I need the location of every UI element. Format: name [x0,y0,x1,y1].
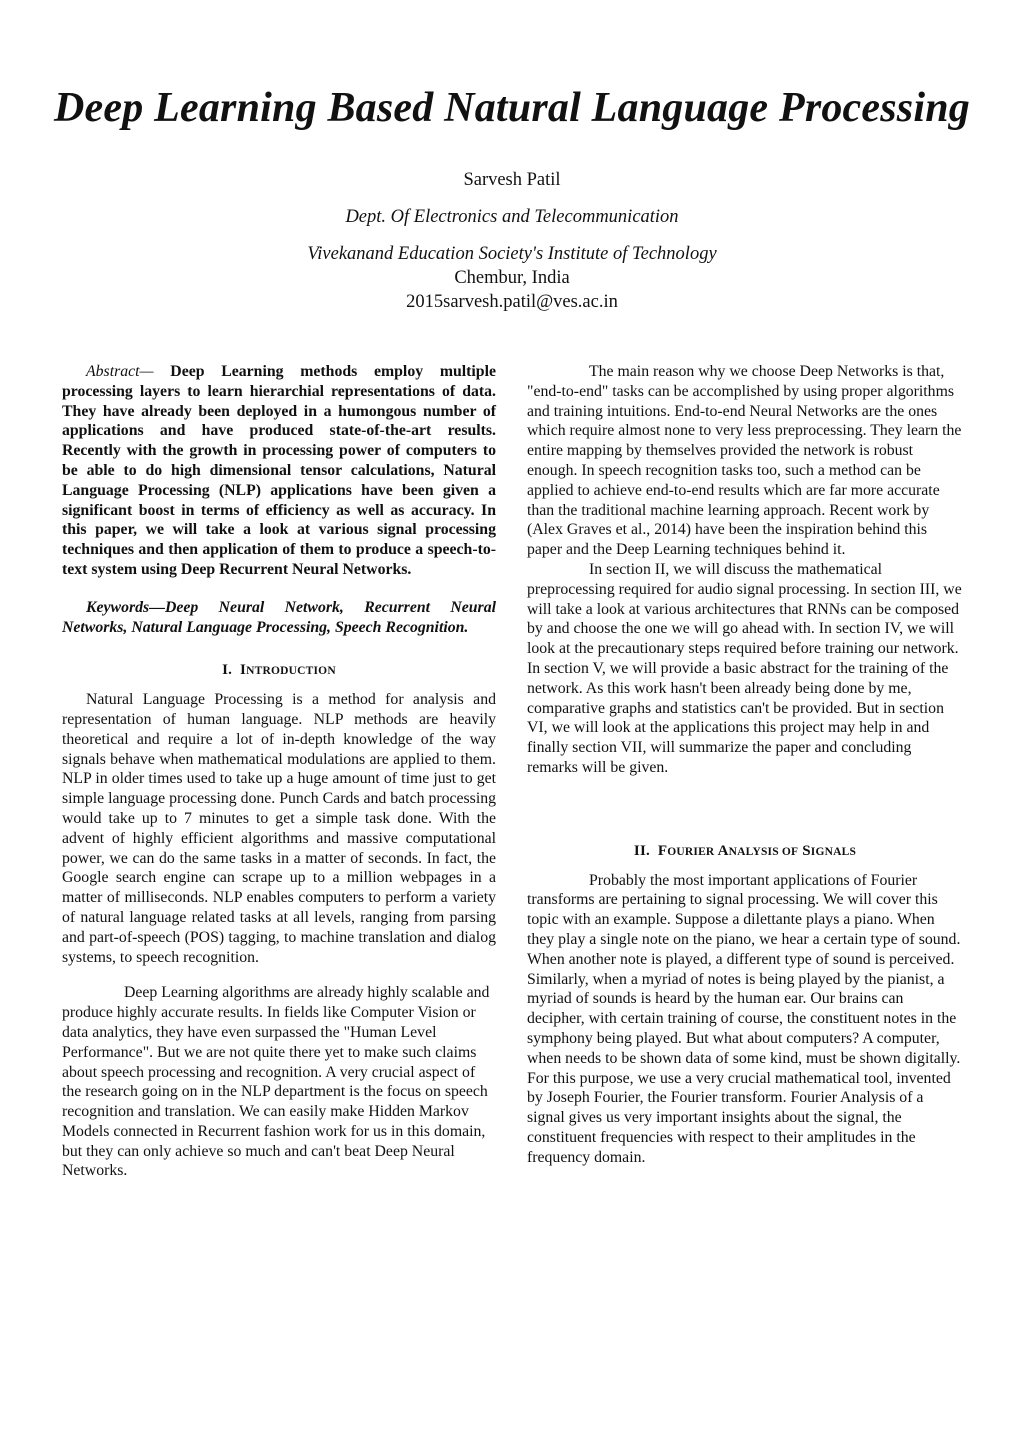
left-column [62,362,496,1181]
intro-paragraph-4: In section II, we will discuss the mathematical preprocessing required for audio signal processing. In section III, we will take a look at various architectures that RNNs can be composed by and choose the one we will go ahead with. In section IV, we will look at the precautionary steps required before training our network. In section V, we will provide a basic abstract for the training of the network. As this work hasn't been already being done by me, comparative graphs and statistics can't be provided. But in section VI, we will look at the applications this project may help in and finally section VII, will summarize the paper and concluding remarks will be given. [527,560,962,776]
author-institute: Vivekanand Education Society's Institute of Technology [307,244,717,264]
author-name: Sarvesh Patil [463,170,561,190]
keywords: Keywords—Deep Neural Network, Recurrent Neural Networks, Natural Language Processing, Speech Recognition. [62,598,496,636]
intro-paragraph-1: Natural Language Processing is a method for analysis and representation of human language. NLP methods are heavily theoretical and require a lot of in-depth knowledge of the way signals behave when mathematical modulations are applied to them. NLP in older times used to take up a huge amount of time just to get simple language processing done. Punch Cards and batch processing would take up to 7 minutes to get a simple task done. With the advent of highly efficient algorithms and massive computational power, we can do the same tasks in a matter of seconds. In fact, the Google search engine can scrape up to a million webpages in a matter of milliseconds. NLP enables computers to perform a variety of natural language related tasks at all levels, ranging from parsing and part-of-speech (POS) tagging, to machine translation and dialog systems, to speech recognition. [62,691,496,966]
paper-title: Deep Learning Based Natural Language Processing [54,85,970,131]
section-2-heading: II. FOURIER ANALYSIS OF SIGNALS [633,842,857,859]
fourier-paragraph: Probably the most important applications of Fourier transforms are pertaining to signal processing. We will cover this topic with an example. Suppose a dilettante plays a piano. When they play a single note on the piano, we hear a certain type of sound. When another note is played, a different type of sound is perceived. Similarly, when a myriad of notes is being played by the pianist, a myriad of sounds is heard by the human ear. Our brains can decipher, with certain training of course, the constituent notes in the symphony being played. But what about computers? A computer, when needs to be shown data of some kind, must be shown digitally. For this purpose, we use a very crucial mathematical tool, invented by Joseph Fourier, the Fourier transform. Fourier Analysis of a signal gives us very important insights about the signal, the constituent frequencies with respect to their amplitudes in the frequency domain. [527,871,961,1166]
right-column [527,362,963,1167]
intro-paragraph-2: Deep Learning algorithms are already highly scalable and produce highly accurate results. In fields like Computer Vision or data analytics, they have even surpassed the "Human Level Performance". But we are not quite there yet to make such claims about speech processing and recognition. A very crucial aspect of the research going on in the NLP department is the focus on speech recognition and translation. We can easily make Hidden Markov Models connected in Recurrent fashion work for us in this domain, but they can only achieve so much and can't beat Deep Neural Networks. [62,984,490,1180]
abstract-lead: Abstract— [86,363,154,380]
intro-paragraph-3: The main reason why we choose Deep Networks is that, "end-to-end" tasks can be accomplished by using proper algorithms and training intuitions. End-to-end Neural Networks are the ones which require almost none to very less preprocessing. They learn the entire mapping by themselves provided the network is robust enough. In speech recognition tasks too, such a method can be applied to achieve end-to-end results which are far more accurate than the traditional machine learning approach. Recent work by (Alex Graves et al., 2014) have been the inspiration behind this paper and the Deep Learning techniques behind it. [527,363,962,559]
section-1-heading: I. INTRODUCTION [222,662,336,679]
author-location: Chembur, India [454,268,570,288]
author-block [0,168,1024,314]
author-department: Dept. Of Electronics and Telecommunication [345,207,679,227]
abstract [62,362,496,580]
author-email: 2015sarvesh.patil@ves.ac.in [406,292,618,312]
abstract-text: Deep Learning methods employ multiple processing layers to learn hierarchial representations of data. They have already been deployed in a humongous number of applications and have produced state-of-the-art results. Recently with the growth in processing power of computers to be able to do high dimensional tensor calculations, Natural Language Processing (NLP) applications have been given a significant boost in terms of efficiency as well as accuracy. In this paper, we will take a look at various signal processing techniques and then application of them to produce a speech-to-text system using Deep Recurrent Neural Networks. [62,363,496,578]
